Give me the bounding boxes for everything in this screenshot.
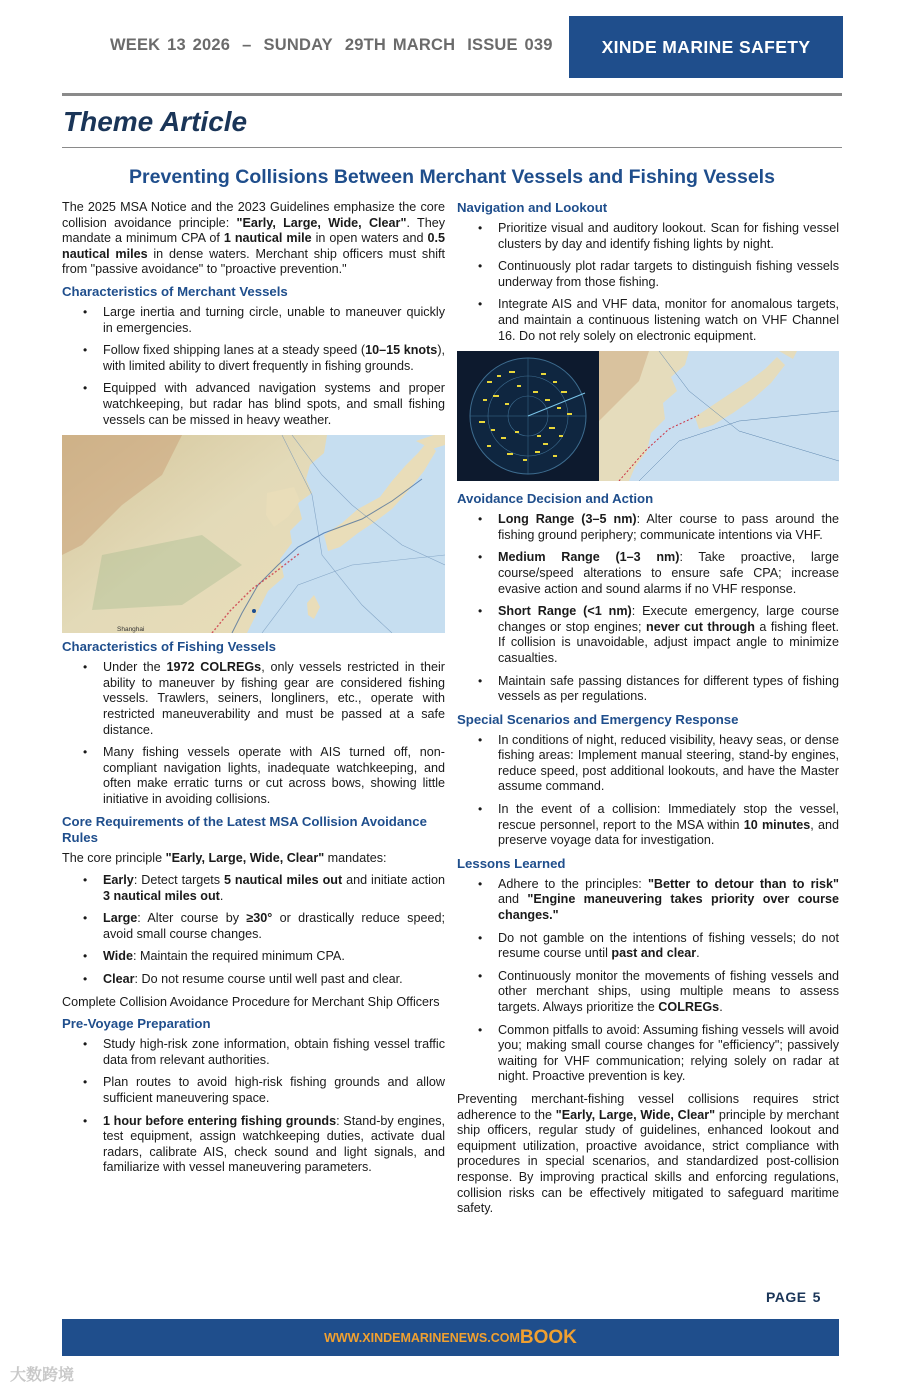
right-column — [457, 200, 839, 1217]
brand-banner — [569, 16, 843, 78]
website-link[interactable]: WWW.XINDEMARINENEWS.COM — [324, 1330, 520, 1345]
core-list — [62, 873, 445, 988]
avoidance-heading: Avoidance Decision and Action — [457, 491, 654, 507]
list-item: • In the event of a collision: Immediately stop the vessel, rescue personnel, report to the MSA within 10 minutes, and preserve voyage data for investigation. — [457, 802, 839, 849]
list-item: • Prioritize visual and auditory lookout. Scan for fishing vessel clusters by day and identify fishing lights by night. — [457, 221, 839, 252]
watermark: 大数跨境 — [10, 1367, 75, 1384]
radar-and-chart-images — [457, 351, 839, 481]
avoidance-list — [457, 512, 839, 705]
list-item: • 1 hour before entering fishing grounds: Stand-by engines, test equipment, assign watchkeeping duties, activate dual radars, calibrate AIS, check sound and light signals, and familiarize with vessel maneuvering parameters. — [62, 1114, 445, 1176]
navigation-list — [457, 221, 839, 344]
list-item: • Adhere to the principles: "Better to detour than to risk" and "Engine maneuvering takes priority over course changes." — [457, 877, 839, 924]
radar-screen-image — [457, 351, 599, 481]
list-item: • Follow fixed shipping lanes at a steady speed (10–15 knots), with limited ability to divert frequently in fishing grounds. — [62, 343, 445, 374]
list-item: • Integrate AIS and VHF data, monitor for anomalous targets, and maintain a continuous listening watch on VHF Channel 16. Do not rely solely on electronic equipment. — [457, 297, 839, 344]
merchant-list — [62, 305, 445, 428]
navigation-heading: Navigation and Lookout — [457, 200, 608, 215]
prevoyage-list — [62, 1037, 445, 1176]
list-item: • Continuously monitor the movements of fishing vessels and other merchant ships, using multiple means to assess targets. Always prioritize the COLREGs. — [457, 969, 839, 1016]
list-item: • Do not gamble on the intentions of fishing vessels; do not resume course until past and clear. — [457, 931, 839, 962]
list-item: • Early: Detect targets 5 nautical miles out and initiate action 3 nautical miles out. — [62, 873, 445, 904]
section-divider — [62, 147, 842, 148]
list-item: • Many fishing vessels operate with AIS turned off, non-compliant navigation lights, inadequate watchkeeping, and often make erratic turns or cut across bows, showing little initiative in avoiding collisions. — [62, 745, 445, 807]
list-item: • Under the 1972 COLREGs, only vessels restricted in their ability to maneuver by fishing gear are considered fishing vessels. Trawlers, seiners, longliners, etc., operate with restricted maneuverability and must be passed at a safe distance. — [62, 660, 445, 738]
list-item: • Large inertia and turning circle, unable to maneuver quickly in emergencies. — [62, 305, 445, 336]
list-item: • Study high-risk zone information, obtain fishing vessel traffic data from relevant authorities. — [62, 1037, 445, 1068]
book-label: BOOK — [519, 1326, 577, 1348]
conclusion-paragraph: Preventing merchant-fishing vessel collisions requires strict adherence to the "Early, Large, Wide, Clear" principle by merchant ship officers, regular study of guidelines, enhanced lookout and equipment utilization, proactive avoidance, strict compliance with procedures in special scenarios, and standardized post-collision response. By improving practical skills and enforcing regulations, collision risks can be effectively mitigated to safeguard maritime safety. — [457, 1091, 840, 1216]
nautical-chart-image — [599, 351, 839, 481]
left-column — [62, 200, 445, 1183]
page-number: PAGE 5 — [766, 1289, 821, 1305]
top-divider — [62, 93, 842, 96]
article-title: Preventing Collisions Between Merchant Vessels and Fishing Vessels — [129, 166, 775, 188]
fishing-list — [62, 660, 445, 807]
date-label: 29TH MARCH — [344, 36, 456, 54]
core-heading: Core Requirements of the Latest MSA Collision Avoidance Rules — [62, 814, 427, 846]
day-label: SUNDAY — [263, 36, 333, 54]
east-asia-map — [62, 435, 445, 633]
footer-banner — [62, 1319, 839, 1356]
list-item: • Clear: Do not resume course until well past and clear. — [62, 972, 445, 988]
list-item: • Large: Alter course by ≥30° or drastically reduce speed; avoid small course changes. — [62, 911, 445, 942]
special-heading: Special Scenarios and Emergency Response — [457, 711, 739, 727]
merchant-heading: Characteristics of Merchant Vessels — [62, 283, 288, 299]
list-item: • Long Range (3–5 nm): Alter course to pass around the fishing ground periphery; communicate intentions via VHF. — [457, 512, 839, 543]
issue-header — [110, 36, 565, 55]
issue-label: ISSUE 039 — [467, 36, 553, 54]
section-title: Theme Article — [63, 106, 248, 137]
lessons-list — [457, 877, 839, 1085]
week-label: WEEK 13 2026 — [110, 36, 231, 54]
list-item: • Common pitfalls to avoid: Assuming fishing vessels will avoid you; making small course changes for "efficiency"; passively waiting for VHF communication; relying solely on radar at night. Proactive prevention is key. — [457, 1023, 839, 1085]
core-intro: The core principle "Early, Large, Wide, Clear" mandates: — [62, 851, 387, 866]
fishing-heading: Characteristics of Fishing Vessels — [62, 639, 277, 655]
list-item: • Short Range (<1 nm): Execute emergency, large course changes or stop engines; never cut through a fishing fleet. If collision is unavoidable, adjust impact angle to minimize casualties. — [457, 604, 839, 666]
separator: – — [242, 36, 252, 54]
lessons-heading: Lessons Learned — [457, 855, 566, 871]
prevoyage-heading: Pre-Voyage Preparation — [62, 1016, 211, 1032]
brand-name: XINDE MARINE SAFETY — [601, 36, 811, 57]
procedure-title: Complete Collision Avoidance Procedure for Merchant Ship Officers — [62, 994, 440, 1009]
list-item: • In conditions of night, reduced visibility, heavy seas, or dense fishing areas: Implement manual steering, stand-by engines, reduce speed, post additional lookouts, and have the Master assume command. — [457, 733, 839, 795]
map-label-shanghai: Shanghai — [117, 626, 145, 634]
list-item: • Continuously plot radar targets to distinguish fishing vessels underway from those fishing. — [457, 259, 839, 290]
list-item: • Medium Range (1–3 nm): Take proactive, large course/speed alterations to ensure safe CPA; increase evasive action and sound alarms if no VHF response. — [457, 550, 839, 597]
special-list — [457, 733, 839, 849]
list-item: • Plan routes to avoid high-risk fishing grounds and allow sufficient maneuvering space. — [62, 1075, 445, 1106]
list-item: • Equipped with advanced navigation systems and proper watchkeeping, but radar has blind spots, and small fishing vessels can be missed in heavy weather. — [62, 381, 445, 428]
list-item: • Wide: Maintain the required minimum CPA. — [62, 949, 445, 965]
intro-paragraph: The 2025 MSA Notice and the 2023 Guidelines emphasize the core collision avoidance principle: "Early, Large, Wide, Clear". They mandate a minimum CPA of 1 nautical mile in open waters and 0.5 nautical miles in dense waters. Merchant ship officers must shift from "passive avoidance" to "proactive prevention." — [62, 200, 446, 277]
list-item: • Maintain safe passing distances for different types of fishing vessels as per regulations. — [457, 674, 839, 705]
